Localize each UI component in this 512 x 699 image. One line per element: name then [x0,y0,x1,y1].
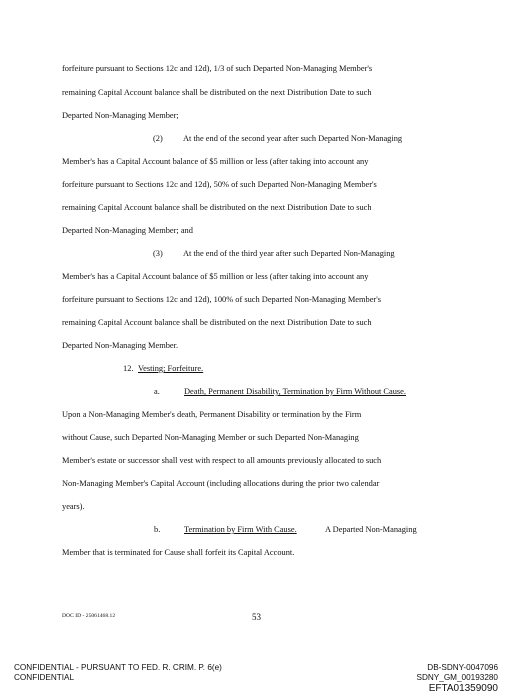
body-line: Member's estate or successor shall vest with respect to all amounts previously allocated to such [62,456,382,465]
section-number: 12. [123,364,134,373]
item-heading: Death, Permanent Disability, Termination by Firm Without Cause. [184,387,406,396]
body-line: Upon a Non-Managing Member's death, Permanent Disability or termination by the Firm [62,410,362,419]
body-line: without Cause, such Departed Non-Managing Member or such Departed Non-Managing [62,433,359,442]
section-heading: Vesting; Forfeiture. [138,364,204,373]
body-line: Departed Non-Managing Member; and [62,226,193,235]
body-line: Member's has a Capital Account balance of $5 million or less (after taking into account any [62,157,369,166]
body-line: Member's has a Capital Account balance of $5 million or less (after taking into account any [62,272,369,281]
item-number: (2) [153,134,163,143]
body-line: At the end of the second year after such Departed Non-Managing [183,134,403,143]
body-line: remaining Capital Account balance shall be distributed on the next Distribution Date to such [62,88,372,97]
body-line: Non-Managing Member's Capital Account (including allocations during the prior two calendar [62,479,380,488]
doc-id: DOC ID - 25061468.12 [62,613,116,619]
body-line: Departed Non-Managing Member; [62,111,179,120]
item-heading: Termination by Firm With Cause. [184,525,297,534]
body-line: remaining Capital Account balance shall be distributed on the next Distribution Date to such [62,203,372,212]
confidential-label: CONFIDENTIAL [14,673,75,682]
body-line: remaining Capital Account balance shall be distributed on the next Distribution Date to such [62,318,372,327]
item-number: (3) [153,249,163,258]
body-line: forfeiture pursuant to Sections 12c and 12d), 50% of such Departed Non-Managing Member's [62,180,377,189]
body-line: At the end of the third year after such Departed Non-Managing [183,249,395,258]
body-line: Member that is terminated for Cause shall forfeit its Capital Account. [62,548,295,557]
item-letter: b. [154,525,161,534]
body-line: forfeiture pursuant to Sections 12c and 12d), 1/3 of such Departed Non-Managing Member's [62,64,373,73]
page-number: 53 [252,612,261,622]
efta-number: EFTA01359090 [428,683,498,694]
bates-number: SDNY_GM_00193280 [416,673,498,682]
item-letter: a. [154,387,160,396]
body-line: years). [62,502,85,511]
confidential-notice: CONFIDENTIAL - PURSUANT TO FED. R. CRIM. P. 6(e) [14,663,222,672]
body-line: Departed Non-Managing Member. [62,341,179,350]
bates-number: DB-SDNY-0047096 [427,663,498,672]
body-line: A Departed Non-Managing [325,525,417,534]
body-line: forfeiture pursuant to Sections 12c and 12d), 100% of such Departed Non-Managing Member's [62,295,381,304]
